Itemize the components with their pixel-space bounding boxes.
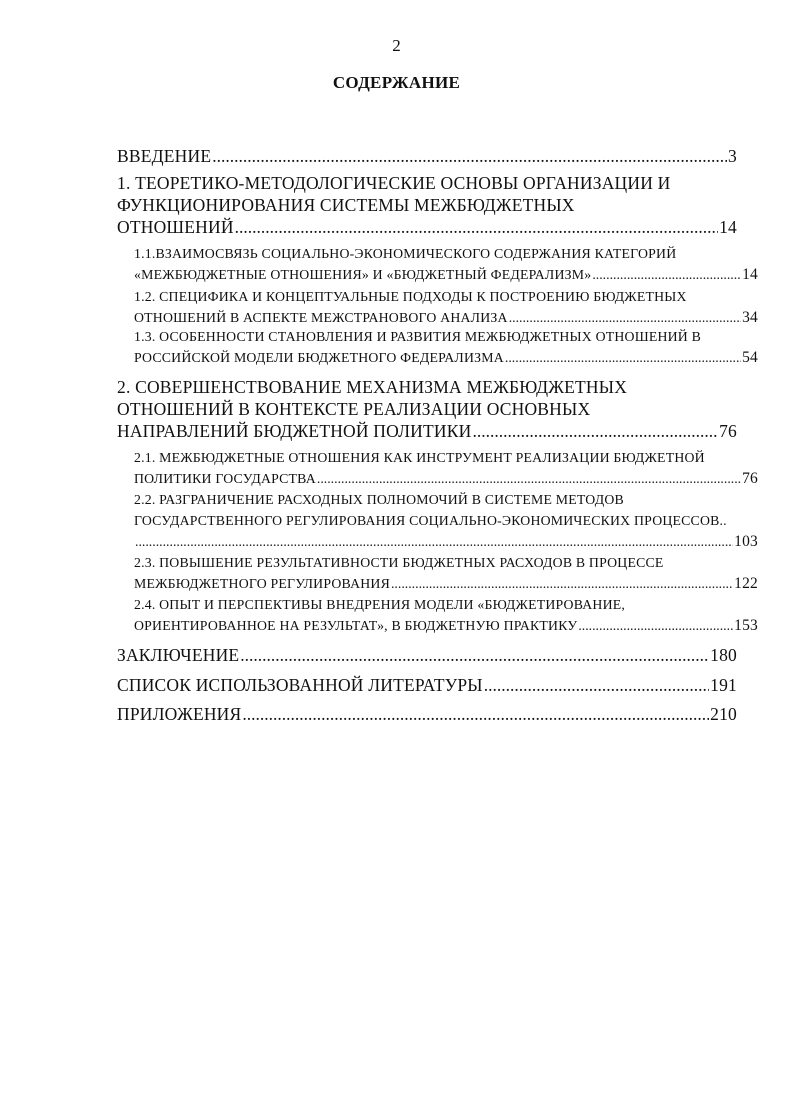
page-number: 2 xyxy=(392,36,401,55)
toc-entry-page: 76 xyxy=(742,470,758,487)
toc-entry-section-2-4[interactable] xyxy=(134,594,758,636)
toc-entry-page: 3 xyxy=(728,146,737,166)
leader-dots xyxy=(578,615,733,636)
leader-dots xyxy=(317,468,741,489)
toc-entry-title-line-2: «МЕЖБЮДЖЕТНЫЕ ОТНОШЕНИЯ» И «БЮДЖЕТНЫЙ ФЕДЕРАЛИЗМ» xyxy=(134,267,592,282)
toc-entry-section-1-1[interactable] xyxy=(134,243,758,285)
toc-entry-title-line-2: ГОСУДАРСТВЕННОГО РЕГУЛИРОВАНИЯ СОЦИАЛЬНО-ЭКОНОМИЧЕСКИХ ПРОЦЕССОВ.. xyxy=(134,513,727,528)
toc-entry-title: ВВЕДЕНИЕ xyxy=(117,146,212,166)
leader-dots xyxy=(391,573,733,594)
toc-entry-page: 153 xyxy=(734,617,758,634)
toc-entry-title-line-2: РОССИЙСКОЙ МОДЕЛИ БЮДЖЕТНОГО ФЕДЕРАЛИЗМА xyxy=(134,350,504,365)
toc-entry-page: 54 xyxy=(742,349,758,366)
leader-dots xyxy=(472,420,718,442)
toc-entry-title-line-2: ФУНКЦИОНИРОВАНИЯ СИСТЕМЫ МЕЖБЮДЖЕТНЫХ xyxy=(117,195,575,215)
toc-entry-title: ПРИЛОЖЕНИЯ xyxy=(117,704,242,724)
toc-entry-title-line-1: 1.3. ОСОБЕННОСТИ СТАНОВЛЕНИЯ И РАЗВИТИЯ МЕЖБЮДЖЕТНЫХ ОТНОШЕНИЙ В xyxy=(134,329,701,344)
toc-entry-title-line-1: 2. СОВЕРШЕНСТВОВАНИЕ МЕХАНИЗМА МЕЖБЮДЖЕТНЫХ xyxy=(117,377,628,397)
toc-entry-title-line-2: ПОЛИТИКИ ГОСУДАРСТВА xyxy=(134,471,316,486)
toc-entry-title-line-1: 1.1.ВЗАИМОСВЯЗЬ СОЦИАЛЬНО-ЭКОНОМИЧЕСКОГО СОДЕРЖАНИЯ КАТЕГОРИЙ xyxy=(134,246,677,261)
toc-entry-page: 76 xyxy=(719,421,737,441)
toc-entry-title-line-1: 1.2. СПЕЦИФИКА И КОНЦЕПТУАЛЬНЫЕ ПОДХОДЫ К ПОСТРОЕНИЮ БЮДЖЕТНЫХ xyxy=(134,289,687,304)
toc-entry-introduction[interactable] xyxy=(117,145,737,167)
toc-entry-title-line-2: МЕЖБЮДЖЕТНОГО РЕГУЛИРОВАНИЯ xyxy=(134,576,390,591)
toc-entry-title-line-2: ОТНОШЕНИЙ В АСПЕКТЕ МЕЖСТРАНОВОГО АНАЛИЗА xyxy=(134,310,508,325)
leader-dots xyxy=(509,307,741,328)
toc-entry-chapter-1[interactable] xyxy=(117,172,737,238)
toc-entry-title-line-1: 1. ТЕОРЕТИКО-МЕТОДОЛОГИЧЕСКИЕ ОСНОВЫ ОРГАНИЗАЦИИ И xyxy=(117,173,671,193)
toc-entry-section-1-3[interactable] xyxy=(134,326,758,368)
toc-entry-title-line-3: НАПРАВЛЕНИЙ БЮДЖЕТНОЙ ПОЛИТИКИ xyxy=(117,421,472,441)
toc-entry-page: 180 xyxy=(710,645,737,665)
toc-entry-section-2-2[interactable] xyxy=(134,489,758,552)
toc-entry-page: 14 xyxy=(742,266,758,283)
toc-entry-title-line-2: ОРИЕНТИРОВАННОЕ НА РЕЗУЛЬТАТ», В БЮДЖЕТНУЮ ПРАКТИКУ xyxy=(134,618,578,633)
toc-entry-page: 210 xyxy=(710,704,737,724)
toc-entry-chapter-2[interactable] xyxy=(117,376,737,442)
toc-entry-title: СПИСОК ИСПОЛЬЗОВАННОЙ ЛИТЕРАТУРЫ xyxy=(117,675,483,695)
toc-entry-page: 14 xyxy=(719,217,737,237)
toc-entry-title-line-1: 2.3. ПОВЫШЕНИЕ РЕЗУЛЬТАТИВНОСТИ БЮДЖЕТНЫХ РАСХОДОВ В ПРОЦЕССЕ xyxy=(134,555,664,570)
toc-entry-appendices[interactable] xyxy=(117,703,737,725)
toc-entry-section-2-1[interactable] xyxy=(134,447,758,489)
leader-dots xyxy=(212,145,727,167)
toc-entry-title-line-1: 2.2. РАЗГРАНИЧЕНИЕ РАСХОДНЫХ ПОЛНОМОЧИЙ В СИСТЕМЕ МЕТОДОВ xyxy=(134,492,624,507)
toc-entry-title: ЗАКЛЮЧЕНИЕ xyxy=(117,645,240,665)
toc-entry-page: 103 xyxy=(734,533,758,550)
toc-entry-page: 191 xyxy=(710,675,737,695)
toc-entry-title-line-3: ОТНОШЕНИЙ xyxy=(117,217,234,237)
leader-dots xyxy=(135,531,733,552)
toc-entry-page: 34 xyxy=(742,309,758,326)
toc-entry-title-line-1: 2.1. МЕЖБЮДЖЕТНЫЕ ОТНОШЕНИЯ КАК ИНСТРУМЕНТ РЕАЛИЗАЦИИ БЮДЖЕТНОЙ xyxy=(134,450,705,465)
toc-entry-page: 122 xyxy=(734,575,758,592)
toc-entry-title-line-2: ОТНОШЕНИЙ В КОНТЕКСТЕ РЕАЛИЗАЦИИ ОСНОВНЫХ xyxy=(117,399,591,419)
toc-entry-section-2-3[interactable] xyxy=(134,552,758,594)
toc-heading: СОДЕРЖАНИЕ xyxy=(332,73,461,92)
leader-dots xyxy=(505,347,741,368)
leader-dots xyxy=(484,674,709,696)
leader-dots xyxy=(235,216,718,238)
toc-entry-conclusion[interactable] xyxy=(117,644,737,666)
leader-dots xyxy=(242,703,709,725)
toc-entry-section-1-2[interactable] xyxy=(134,286,758,328)
leader-dots xyxy=(240,644,709,666)
toc-entry-bibliography[interactable] xyxy=(117,674,737,696)
toc-entry-title-line-1: 2.4. ОПЫТ И ПЕРСПЕКТИВЫ ВНЕДРЕНИЯ МОДЕЛИ «БЮДЖЕТИРОВАНИЕ, xyxy=(134,597,626,612)
leader-dots xyxy=(592,264,741,285)
